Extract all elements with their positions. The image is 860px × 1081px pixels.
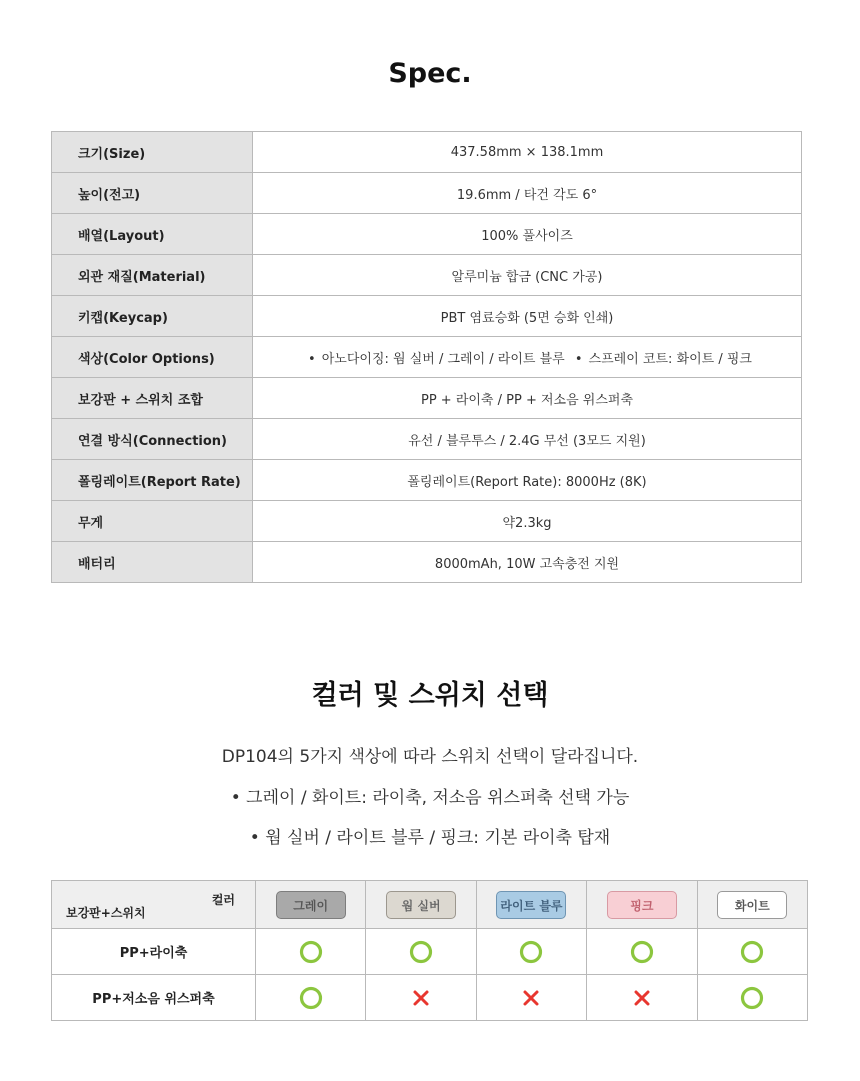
unavailable-cross-icon bbox=[519, 986, 543, 1010]
spec-row-weight bbox=[52, 501, 802, 542]
spec-row-connection bbox=[52, 419, 802, 460]
unavailable-cross-icon bbox=[630, 986, 654, 1010]
selection-note-others: • 웜 실버 / 라이트 블루 / 핑크: 기본 라이축 탑재 bbox=[249, 828, 611, 848]
spec-label: 높이(전고) bbox=[52, 173, 253, 214]
spec-table bbox=[51, 131, 802, 583]
spec-row-keycap bbox=[52, 296, 802, 337]
color-chip-gray: 그레이 bbox=[276, 891, 346, 919]
selection-intro: DP104의 5가지 색상에 따라 스위치 선택이 달라집니다. bbox=[221, 747, 639, 767]
switch-row-label: PP+저소음 위스퍼축 bbox=[52, 975, 256, 1021]
spec-row-layout bbox=[52, 214, 802, 255]
availability-cell bbox=[587, 975, 697, 1021]
available-circle-icon bbox=[740, 986, 764, 1010]
corner-label-color: 컬러 bbox=[211, 893, 235, 907]
availability-cell bbox=[587, 929, 697, 975]
available-circle-icon bbox=[299, 986, 323, 1010]
spec-value: PP + 라이축 / PP + 저소음 위스퍼축 bbox=[253, 378, 802, 419]
availability-cell bbox=[256, 975, 366, 1021]
corner-header-cell bbox=[52, 881, 256, 929]
color-chip-pink: 핑크 bbox=[607, 891, 677, 919]
switch-row-silent bbox=[52, 975, 808, 1021]
spec-row-plate-switch bbox=[52, 378, 802, 419]
spec-label: 배열(Layout) bbox=[52, 214, 253, 255]
availability-cell bbox=[476, 929, 586, 975]
available-circle-icon bbox=[519, 940, 543, 964]
spec-value bbox=[253, 337, 802, 378]
availability-cell bbox=[697, 975, 807, 1021]
spec-row-size bbox=[52, 132, 802, 173]
spec-value: 100% 풀사이즈 bbox=[253, 214, 802, 255]
spec-label: 폴링레이트(Report Rate) bbox=[52, 460, 253, 501]
color-header-row bbox=[52, 881, 808, 929]
spec-value: 폴링레이트(Report Rate): 8000Hz (8K) bbox=[253, 460, 802, 501]
bullet-dot: • bbox=[574, 351, 583, 367]
availability-cell bbox=[476, 975, 586, 1021]
available-circle-icon bbox=[740, 940, 764, 964]
available-circle-icon bbox=[409, 940, 433, 964]
spec-label: 연결 방식(Connection) bbox=[52, 419, 253, 460]
color-chip-warm-silver: 웜 실버 bbox=[386, 891, 456, 919]
spec-title: Spec. bbox=[388, 58, 472, 89]
spec-row-color-options bbox=[52, 337, 802, 378]
spec-label: 외관 재질(Material) bbox=[52, 255, 253, 296]
spec-label: 보강판 + 스위치 조합 bbox=[52, 378, 253, 419]
spec-value: 유선 / 블루투스 / 2.4G 무선 (3모드 지원) bbox=[253, 419, 802, 460]
color-option-anodizing: 아노다이징: 웜 실버 / 그레이 / 라이트 블루 bbox=[321, 351, 565, 367]
spec-row-height bbox=[52, 173, 802, 214]
spec-label: 키캡(Keycap) bbox=[52, 296, 253, 337]
spec-value: 알루미늄 합금 (CNC 가공) bbox=[253, 255, 802, 296]
color-header-cell bbox=[256, 881, 366, 929]
spec-value: 약2.3kg bbox=[253, 501, 802, 542]
color-header-cell bbox=[476, 881, 586, 929]
available-circle-icon bbox=[630, 940, 654, 964]
spec-value: 19.6mm / 타건 각도 6° bbox=[253, 173, 802, 214]
spec-value: 437.58mm × 138.1mm bbox=[253, 132, 802, 173]
spec-label: 색상(Color Options) bbox=[52, 337, 253, 378]
spec-label: 무게 bbox=[52, 501, 253, 542]
switch-row-label: PP+라이축 bbox=[52, 929, 256, 975]
availability-cell bbox=[366, 929, 476, 975]
spec-row-material bbox=[52, 255, 802, 296]
corner-label-switch: 보강판+스위치 bbox=[66, 906, 146, 920]
color-chip-light-blue: 라이트 블루 bbox=[496, 891, 566, 919]
color-header-cell bbox=[587, 881, 697, 929]
color-chip-white: 화이트 bbox=[717, 891, 787, 919]
color-option-spray: 스프레이 코트: 화이트 / 핑크 bbox=[588, 351, 752, 367]
color-header-cell bbox=[697, 881, 807, 929]
availability-cell bbox=[366, 975, 476, 1021]
switch-row-linear bbox=[52, 929, 808, 975]
spec-row-report-rate bbox=[52, 460, 802, 501]
bullet-dot: • bbox=[308, 351, 316, 367]
spec-value: 8000mAh, 10W 고속충전 지원 bbox=[253, 542, 802, 583]
color-switch-table bbox=[51, 880, 808, 1021]
spec-label: 배터리 bbox=[52, 542, 253, 583]
spec-label: 크기(Size) bbox=[52, 132, 253, 173]
availability-cell bbox=[697, 929, 807, 975]
unavailable-cross-icon bbox=[409, 986, 433, 1010]
selection-note-gray-white: • 그레이 / 화이트: 라이축, 저소음 위스퍼축 선택 가능 bbox=[230, 788, 630, 808]
availability-cell bbox=[256, 929, 366, 975]
spec-row-battery bbox=[52, 542, 802, 583]
spec-value: PBT 염료승화 (5면 승화 인쇄) bbox=[253, 296, 802, 337]
color-header-cell bbox=[366, 881, 476, 929]
available-circle-icon bbox=[299, 940, 323, 964]
selection-title: 컬러 및 스위치 선택 bbox=[311, 680, 549, 711]
